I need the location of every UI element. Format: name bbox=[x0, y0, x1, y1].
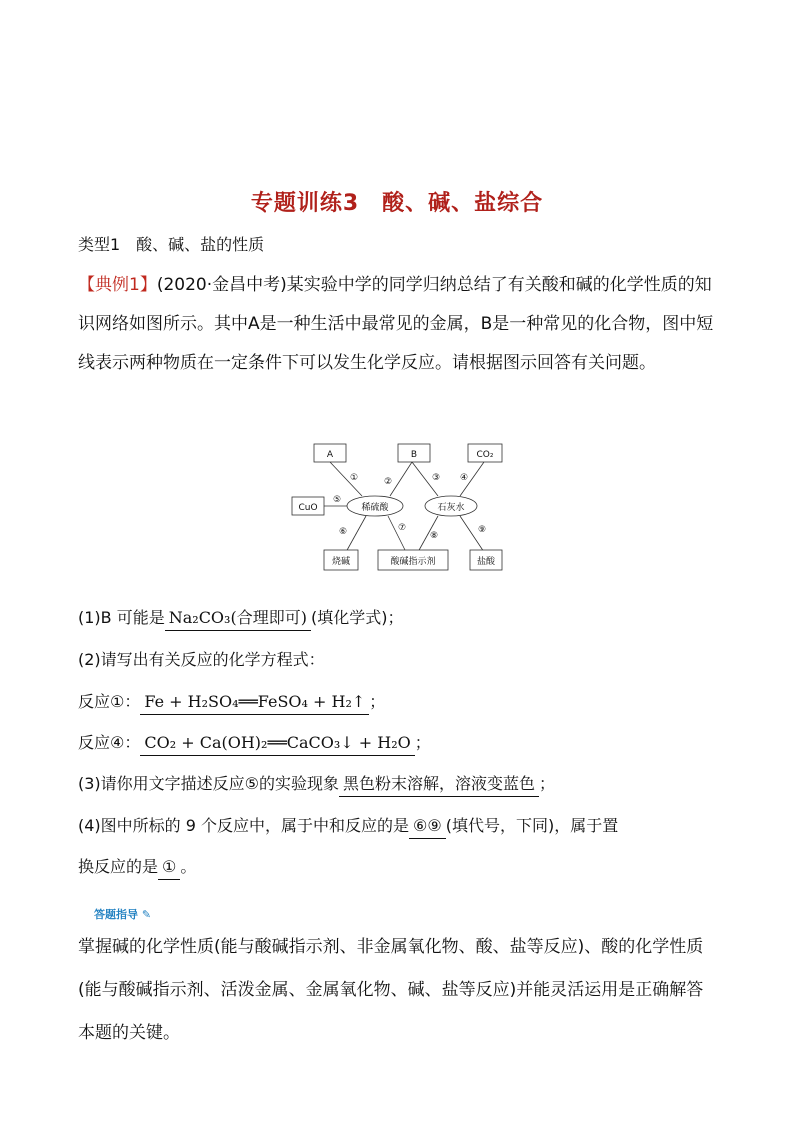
node-caustic-soda: 烧碱 bbox=[331, 557, 351, 567]
reaction-diagram bbox=[288, 438, 508, 576]
question-2: (2)请写出有关反应的化学方程式： bbox=[78, 650, 325, 669]
example-tag: 【典例1】 bbox=[78, 275, 157, 295]
q4-line2-answer: ① bbox=[158, 855, 180, 880]
q1-suffix: (填化学式)； bbox=[310, 608, 404, 627]
section-heading: 类型1 酸、碱、盐的性质 bbox=[78, 235, 265, 254]
q4-mid: (填代号，下同)，属于置 bbox=[445, 816, 619, 835]
r1-prefix: 反应①： bbox=[78, 692, 141, 711]
reaction-label-1: ① bbox=[349, 473, 359, 483]
answer-guide-label bbox=[94, 906, 151, 922]
reaction-label-3: ③ bbox=[431, 473, 441, 483]
reaction-label-7: ⑦ bbox=[397, 523, 407, 533]
r1-answer: Fe + H₂SO₄══FeSO₄ + H₂↑ bbox=[140, 690, 369, 715]
q4-prefix: (4)图中所标的 9 个反应中，属于中和反应的是 bbox=[78, 816, 410, 835]
q3-answer: 黑色粉末溶解，溶液变蓝色 bbox=[339, 772, 539, 797]
r1-suffix: ； bbox=[369, 692, 386, 711]
reaction-label-6: ⑥ bbox=[338, 527, 348, 537]
reaction-label-2: ② bbox=[383, 477, 393, 487]
q4-answer: ⑥⑨ bbox=[409, 814, 446, 839]
answer-guide-text-label: 答题指导 bbox=[94, 908, 138, 921]
node-cuo: CuO bbox=[298, 503, 318, 513]
node-indicator: 酸碱指示剂 bbox=[390, 557, 436, 567]
reaction-label-5: ⑤ bbox=[332, 495, 342, 505]
node-dilute-sulfuric-acid: 稀硫酸 bbox=[361, 503, 389, 513]
node-hydrochloric-acid: 盐酸 bbox=[476, 557, 496, 567]
question-4-line-2 bbox=[78, 855, 196, 880]
answer-guide-text: 掌握碱的化学性质(能与酸碱指示剂、非金属氧化物、酸、盐等反应)、酸的化学性质(能与酸碱指示剂、活泼金属、金属氧化物、碱、盐等反应)并能灵活运用是正确解答本题的关键。 bbox=[78, 937, 704, 1043]
q1-prefix: (1)B 可能是 bbox=[78, 608, 165, 627]
example-paragraph bbox=[78, 266, 720, 383]
question-4 bbox=[78, 814, 618, 839]
q1-answer: Na₂CO₃(合理即可) bbox=[165, 606, 311, 631]
q4-line2-suffix: 。 bbox=[180, 857, 197, 876]
r4-prefix: 反应④： bbox=[78, 733, 141, 752]
q3-prefix: (3)请你用文字描述反应⑤的实验现象 bbox=[78, 774, 340, 793]
q4-line2-prefix: 换反应的是 bbox=[78, 857, 159, 876]
page-title: 专题训练3 酸、碱、盐综合 bbox=[250, 191, 544, 216]
reaction-label-8: ⑧ bbox=[429, 531, 439, 541]
pencil-icon: ✎ bbox=[141, 908, 152, 921]
node-a: A bbox=[326, 450, 334, 460]
reaction-1-line bbox=[78, 690, 385, 715]
node-limewater: 石灰水 bbox=[437, 503, 465, 513]
example-text: (2020·金昌中考)某实验中学的同学归纳总结了有关酸和碱的化学性质的知识网络如图所示。其中A是一种生活中最常见的金属，B是一种常见的化合物，图中短线表示两种物质在一定条件下可以发生化学反应。请根据图示回答有关问题。 bbox=[78, 275, 714, 373]
reaction-label-9: ⑨ bbox=[477, 525, 487, 535]
reaction-label-4: ④ bbox=[459, 473, 469, 483]
question-1 bbox=[78, 606, 403, 631]
r4-suffix: ； bbox=[414, 733, 431, 752]
reaction-4-line bbox=[78, 731, 431, 756]
question-3 bbox=[78, 772, 555, 797]
q3-suffix: ； bbox=[539, 774, 556, 793]
node-co2: CO₂ bbox=[476, 450, 494, 460]
node-b: B bbox=[410, 450, 418, 460]
r4-answer: CO₂ + Ca(OH)₂══CaCO₃↓ + H₂O bbox=[140, 731, 414, 756]
